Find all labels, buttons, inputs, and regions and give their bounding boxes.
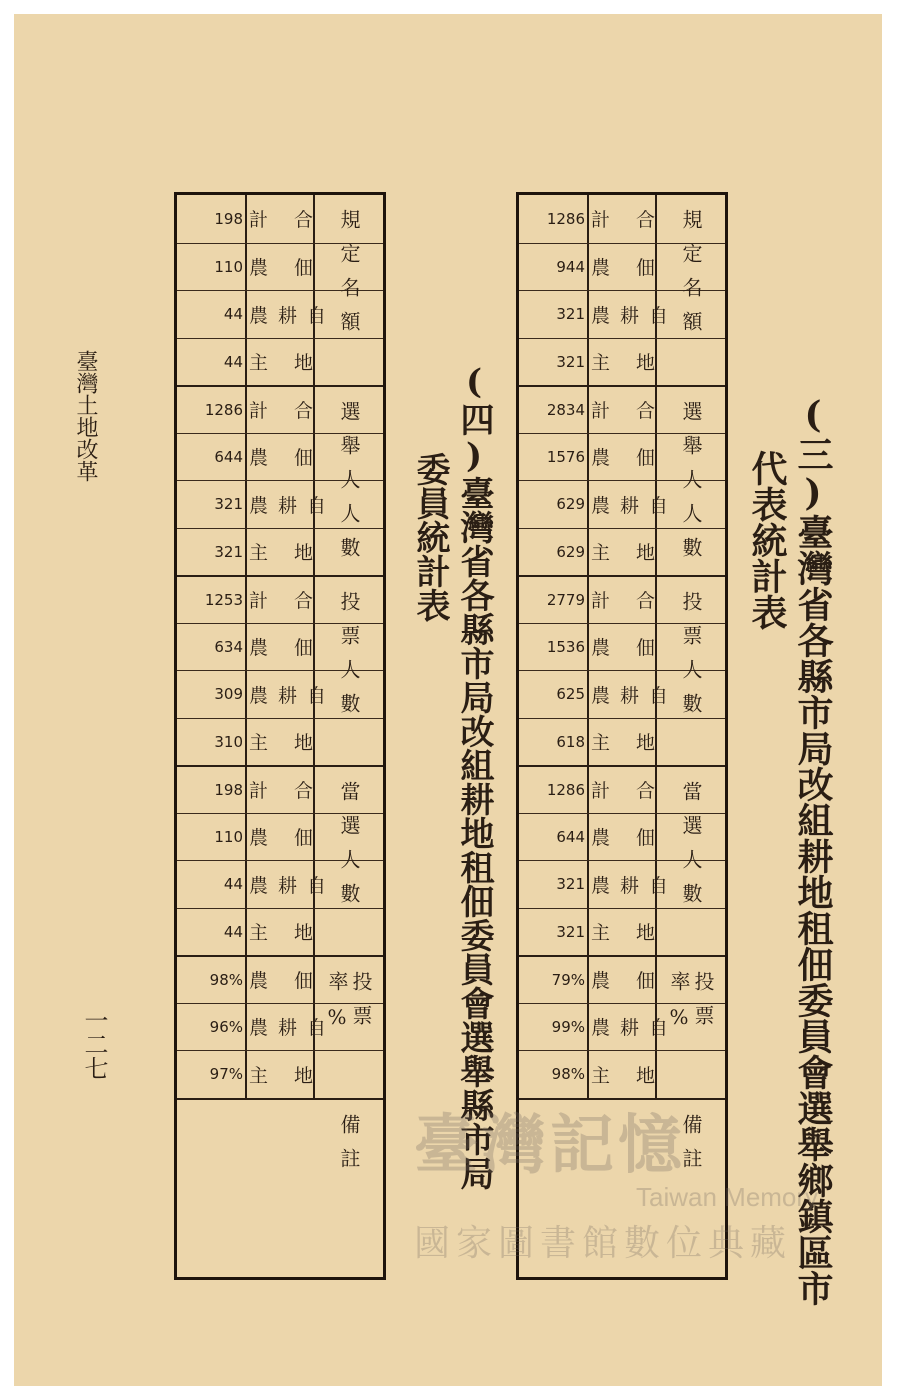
row-category: 農 佃 (245, 624, 315, 671)
row-category: 農耕自 (587, 671, 657, 718)
row-value: 944 (556, 257, 585, 276)
row-category: 主 地 (245, 339, 315, 386)
row-category: 主 地 (245, 1051, 315, 1098)
group-header-label: 當選人數 (679, 781, 703, 917)
row-category: 計 合 (245, 767, 315, 813)
row-value: 1576 (546, 447, 585, 466)
book-title: 臺灣土地改革 (73, 350, 98, 482)
row-value: 309 (214, 685, 243, 704)
row-category: 農 佃 (245, 814, 315, 861)
row-category: 農 佃 (245, 957, 315, 1003)
row-value: 310 (214, 732, 243, 751)
watermark-logo-text: 臺灣記憶 (414, 1108, 686, 1183)
group-header-label: 投票率% (667, 971, 715, 1043)
row-category: 農耕自 (245, 291, 315, 338)
group-header (315, 1098, 383, 1278)
group-header (315, 575, 383, 765)
row-value: 1286 (204, 400, 243, 419)
row-value: 644 (214, 447, 243, 466)
row-category: 主 地 (587, 909, 657, 956)
row-category: 計 合 (587, 387, 657, 433)
row-value: 644 (556, 827, 585, 846)
row-category: 農 佃 (587, 814, 657, 861)
row-category: 主 地 (245, 719, 315, 766)
row-category: 計 合 (245, 195, 315, 243)
row-value: 99% (551, 1017, 585, 1036)
row-category: 計 合 (245, 387, 315, 433)
watermark-library: 國家圖書館數位典藏 (414, 1223, 793, 1264)
section3-title: (三)臺灣省各縣市局改組耕地租佃委員會選舉鄉鎮區市 (792, 394, 834, 1306)
page-number: 一二七 (80, 1008, 108, 1080)
row-value: 321 (556, 922, 585, 941)
group-header-label: 規定名額 (679, 209, 703, 345)
group-header (657, 385, 725, 575)
group-header (657, 955, 725, 1098)
row-category: 農 佃 (245, 434, 315, 481)
group-header (657, 195, 725, 385)
row-category: 農 佃 (587, 957, 657, 1003)
row-value: 79% (551, 970, 585, 989)
row-category: 農耕自 (587, 861, 657, 908)
row-category: 主 地 (587, 339, 657, 386)
row-category: 主 地 (587, 719, 657, 766)
group-header (315, 765, 383, 955)
row-category: 主 地 (245, 529, 315, 576)
row-category: 農 佃 (587, 244, 657, 291)
row-value: 321 (214, 542, 243, 561)
group-header-label: 選舉人人數 (679, 401, 703, 571)
row-category: 計 合 (245, 577, 315, 623)
row-value: 44 (223, 922, 243, 941)
row-value: 321 (556, 352, 585, 371)
row-category: 農耕自 (245, 1004, 315, 1051)
row-value: 44 (223, 352, 243, 371)
row-value: 1286 (546, 209, 585, 228)
section3-title-continued: 代表統計表 (746, 450, 788, 630)
group-header-label: 選舉人人數 (337, 401, 361, 571)
row-value: 97% (209, 1065, 243, 1084)
row-category: 農耕自 (245, 861, 315, 908)
group-header (657, 765, 725, 955)
row-value: 1536 (546, 637, 585, 656)
group-header-label: 投票率% (325, 971, 373, 1043)
group-header-label: 備註 (337, 1113, 361, 1182)
group-header-label: 投票人數 (679, 591, 703, 727)
group-header (657, 575, 725, 765)
group-header (315, 385, 383, 575)
row-category: 主 地 (587, 529, 657, 576)
row-category: 計 合 (587, 195, 657, 243)
row-value: 110 (214, 827, 243, 846)
row-value: 110 (214, 257, 243, 276)
row-value: 618 (556, 732, 585, 751)
group-header (315, 955, 383, 1098)
row-category: 農 佃 (245, 244, 315, 291)
row-value: 98% (209, 970, 243, 989)
row-category: 主 地 (587, 1051, 657, 1098)
group-header (315, 195, 383, 385)
row-value: 634 (214, 637, 243, 656)
row-value: 625 (556, 685, 585, 704)
row-category: 農耕自 (245, 481, 315, 528)
row-category: 農 佃 (587, 434, 657, 481)
group-header-label: 投票人數 (337, 591, 361, 727)
row-category: 農耕自 (587, 1004, 657, 1051)
row-value: 2834 (546, 400, 585, 419)
section4-title-continued: 委員統計表 (410, 452, 450, 622)
row-value: 2779 (546, 590, 585, 609)
scanned-page (14, 14, 882, 1386)
notes-area-divider (177, 1098, 315, 1100)
row-value: 321 (556, 875, 585, 894)
row-value: 629 (556, 542, 585, 561)
row-category: 農 佃 (587, 624, 657, 671)
row-value: 98% (551, 1065, 585, 1084)
row-value: 44 (223, 305, 243, 324)
row-value: 629 (556, 495, 585, 514)
table-section4 (174, 192, 386, 1280)
watermark (414, 1094, 818, 1266)
watermark-english: Taiwan Memory (636, 1182, 819, 1212)
section4-title: (四)臺灣省各縣市局改組耕地租佃委員會選舉縣市局 (454, 362, 494, 1190)
row-value: 1253 (204, 590, 243, 609)
row-value: 96% (209, 1017, 243, 1036)
row-value: 1286 (546, 780, 585, 799)
row-category: 農耕自 (245, 671, 315, 718)
row-value: 198 (214, 780, 243, 799)
row-value: 321 (214, 495, 243, 514)
row-category: 計 合 (587, 577, 657, 623)
row-value: 44 (223, 875, 243, 894)
row-category: 主 地 (245, 909, 315, 956)
row-value: 198 (214, 209, 243, 228)
row-category: 農耕自 (587, 481, 657, 528)
row-value: 321 (556, 305, 585, 324)
group-header-label: 規定名額 (337, 209, 361, 345)
group-header-label: 備註 (679, 1113, 703, 1182)
row-category: 農耕自 (587, 291, 657, 338)
row-category: 計 合 (587, 767, 657, 813)
group-header-label: 當選人數 (337, 781, 361, 917)
